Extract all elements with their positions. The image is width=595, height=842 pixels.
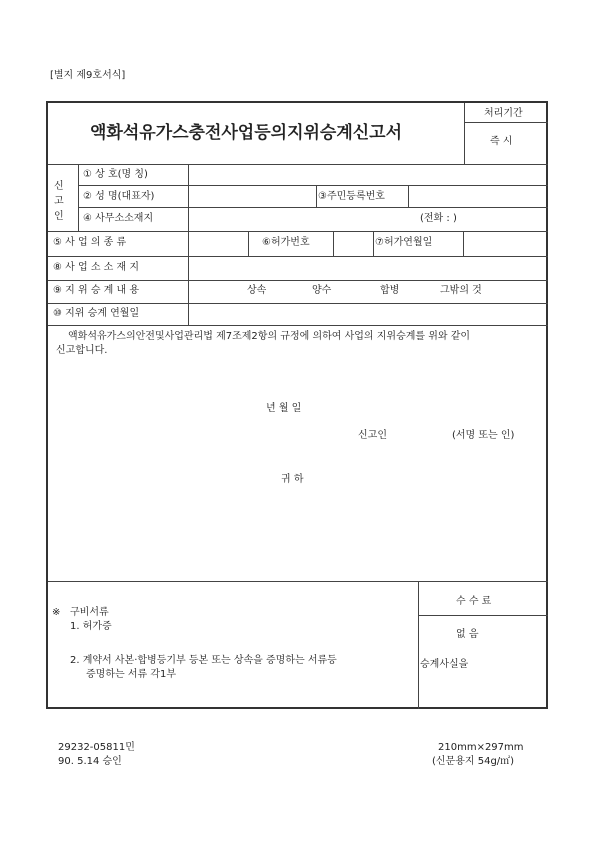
required-doc-1: 1. 허가증 (70, 621, 112, 632)
permit-number-label: ⑥허가번호 (262, 237, 310, 248)
option-other: 그밖의 것 (440, 285, 482, 296)
business-name-label: ① 상 호(명 칭) (83, 169, 148, 180)
option-inheritance: 상속 (247, 285, 267, 296)
resident-number-label: ③주민등록번호 (318, 191, 385, 202)
approval-date: 90. 5.14 승인 (58, 756, 122, 767)
note-mark: ※ (52, 607, 61, 618)
option-transfer: 양수 (312, 285, 332, 296)
paper-size: 210mm×297mm (438, 742, 524, 753)
processing-divider (464, 103, 465, 164)
required-doc-2-line-1: 2. 계약서 사본·합병등기부 등본 또는 상속을 증명하는 서류등 (70, 655, 337, 666)
fee-header: 수 수 료 (456, 596, 492, 607)
permit-date-label: ⑦허가연월일 (375, 237, 433, 248)
required-doc-2-line-2: 증명하는 서류 각1부 (86, 669, 176, 680)
paper-type: (신문용지 54g/㎡) (432, 756, 515, 767)
form-number-label: [별지 제9호서식] (50, 70, 126, 81)
report-form (46, 101, 548, 709)
statement-line-1: 액화석유가스의안전및사업관리법 제7조제2항의 규정에 의하여 사업의 지위승계를 위와 같이 (68, 331, 471, 342)
signer-label: 신고인 (358, 430, 387, 441)
processing-period-value: 즉 시 (490, 136, 513, 147)
processing-period-header: 처리기간 (484, 108, 523, 119)
form-code: 29232-05811민 (58, 742, 135, 753)
succession-date-label: ⑩ 지위 승계 연월일 (53, 308, 140, 319)
required-docs-header: 구비서류 (70, 607, 109, 618)
office-address-label: ④ 사무소소재지 (83, 213, 154, 224)
business-type-label: ⑤ 사 업 의 종 류 (53, 237, 127, 248)
statement-line-2: 신고합니다. (56, 345, 108, 356)
business-location-label: ⑧ 사 업 소 소 재 지 (53, 262, 139, 273)
reporter-char-1: 신 (54, 181, 64, 192)
phone-label: (전화 : ) (420, 213, 457, 224)
addressee-label: 귀 하 (281, 474, 304, 485)
reporter-char-2: 고 (54, 196, 64, 207)
fee-note: 승계사실을 (420, 659, 469, 670)
representative-name-label: ② 성 명(대표자) (83, 191, 155, 202)
succession-content-label: ⑨ 지 위 승 계 내 용 (53, 285, 139, 296)
option-merger: 합병 (380, 285, 400, 296)
fee-value: 없 음 (456, 629, 479, 640)
form-title: 액화석유가스충전사업등의지위승계신고서 (90, 123, 403, 143)
date-line: 년 월 일 (266, 403, 302, 414)
processing-line (464, 122, 548, 123)
signature-note: (서명 또는 인) (452, 430, 515, 441)
reporter-char-3: 인 (54, 211, 64, 222)
